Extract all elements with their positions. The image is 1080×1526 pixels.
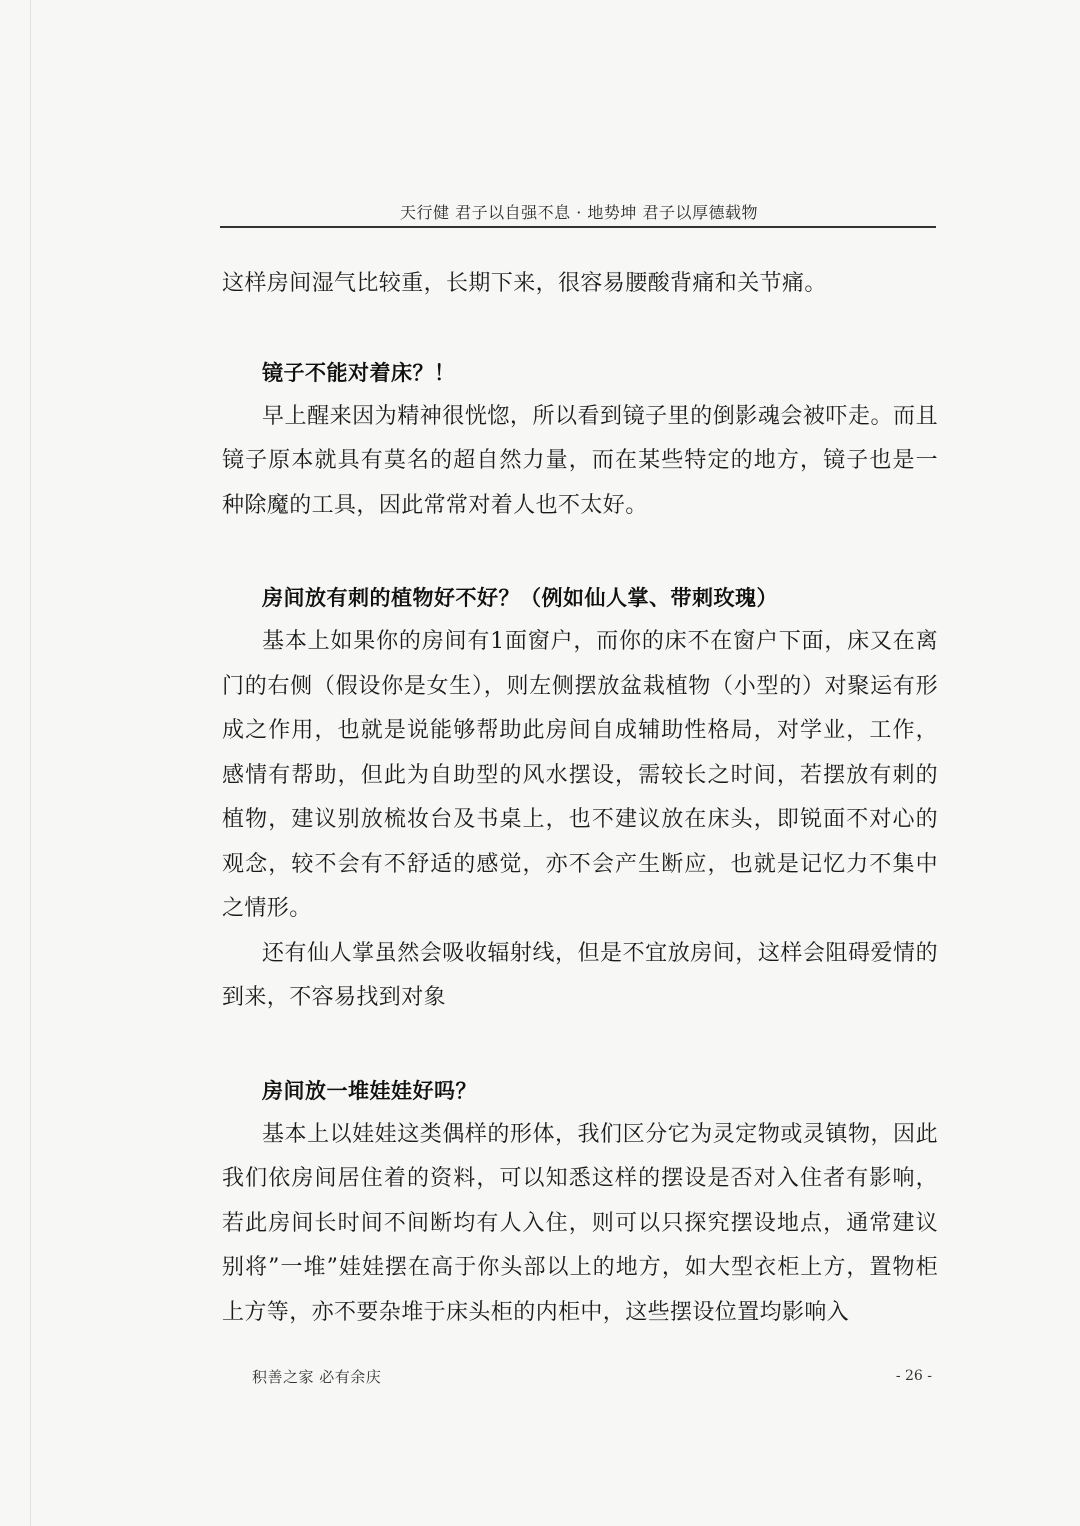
scan-edge-line [30,0,31,1526]
intro-paragraph: 这样房间湿气比较重，长期下来，很容易腰酸背痛和关节痛。 [222,271,827,296]
body-paragraph: 基本上以娃娃这类偶样的形体，我们区分它为灵定物或灵镇物，因此我们依房间居住着的资料，可以知悉这样的摆设是否对入住者有影响，若此房间长时间不间断均有人入住，则可以只探究摆设地点，通常建议别将”一堆”娃娃摆在高于你头部以上的地方，如大型衣柜上方，置物柜上方等，亦不要杂堆于床头柜的内柜中，这些摆设位置均影响入 [222,1121,938,1325]
section-dolls [222,1069,938,1336]
running-header: 天行健 君子以自强不息 · 地势坤 君子以厚德载物 [400,203,758,222]
section-heading: 镜子不能对着床？！ [262,359,456,385]
header-rule [220,226,936,228]
footer-motto: 积善之家 必有余庆 [252,1368,382,1386]
body-paragraph: 基本上如果你的房间有1面窗户，而你的床不在窗户下面，床又在离门的右侧（假设你是女生），则左侧摆放盆栽植物（小型的）对聚运有形成之作用，也就是说能够帮助此房间自成辅助性格局，对学业，工作，感情有帮助，但此为自助型的风水摆设，需较长之时间，若摆放有刺的植物，建议别放梳妆台及书桌上，也不建议放在床头，即锐面不对心的观念，较不会有不舒适的感觉，亦不会产生断应，也就是记忆力不集中之情形。 [222,629,938,921]
section-gap [222,528,938,576]
section-heading: 房间放一堆娃娃好吗？ [262,1077,477,1103]
section-gap [222,307,938,351]
section-heading: 房间放有刺的植物好不好？（例如仙人掌、带刺玫瑰） [262,585,778,610]
page-body [222,262,938,1335]
body-paragraph: 早上醒来因为精神很恍惚，所以看到镜子里的倒影魂会被吓走。而且镜子原本就具有莫名的超自然力量，而在某些特定的地方，镜子也是一种除魔的工具，因此常常对着人也不太好。 [222,403,938,518]
page-number: - 26 - [895,1368,932,1384]
body-paragraph: 还有仙人掌虽然会吸收辐射线，但是不宜放房间，这样会阻碍爱情的到来，不容易找到对象 [222,940,938,1010]
section-thorny-plants [222,576,938,1021]
section-mirror [222,351,938,529]
section-gap [222,1021,938,1069]
